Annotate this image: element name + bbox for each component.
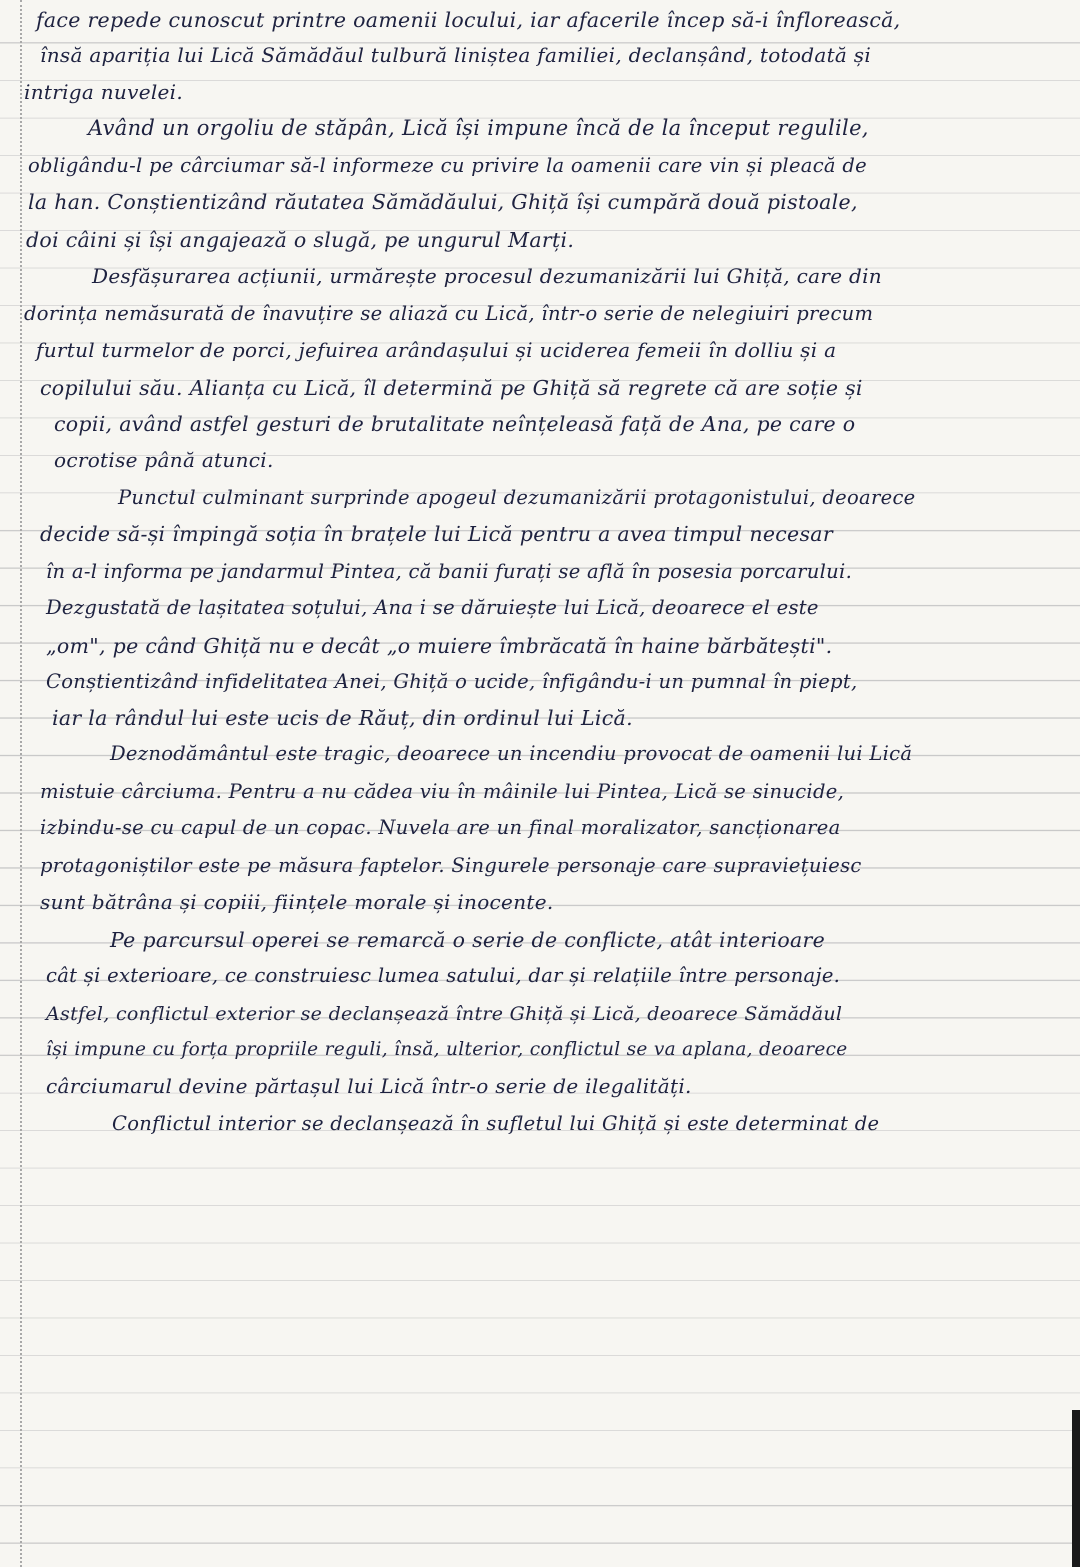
text-line: însă apariția lui Lică Sămădăul tulbură liniștea familiei, declanșând, totodată și xyxy=(40,43,872,67)
text-line: Având un orgoliu de stăpân, Lică își impune încă de la început regulile, xyxy=(88,116,869,140)
text-line: protagoniștilor este pe măsura faptelor. Singurele personaje care supraviețuiesc xyxy=(40,854,862,877)
text-line: cât și exterioare, ce construiesc lumea satului, dar și relațiile între personaje. xyxy=(46,964,841,987)
text-line: sunt bătrâna și copiii, ființele morale și inocente. xyxy=(40,890,554,914)
text-line: iar la rândul lui este ucis de Răuț, din ordinul lui Lică. xyxy=(52,706,633,730)
text-line: Pe parcursul operei se remarcă o serie de conflicte, atât interioare xyxy=(110,928,826,952)
text-line: Conștientizând infidelitatea Anei, Ghiță o ucide, înfigându-i un pumnal în piept, xyxy=(46,670,858,693)
margin-line xyxy=(20,0,22,1567)
text-line: își impune cu forța propriile reguli, însă, ulterior, conflictul se va aplana, deoarece xyxy=(46,1039,848,1060)
text-line: Punctul culminant surprinde apogeul dezumanizării protagonistului, deoarece xyxy=(118,486,916,509)
page-edge-shadow xyxy=(1072,1410,1080,1567)
text-line: Dezgustată de lașitatea soțului, Ana i se dăruiește lui Lică, deoarece el este xyxy=(46,596,819,619)
text-line: Desfășurarea acțiunii, urmărește procesul dezumanizării lui Ghiță, care din xyxy=(92,264,882,288)
text-line: ocrotise până atunci. xyxy=(54,448,274,472)
text-line: mistuie cârciuma. Pentru a nu cădea viu în mâinile lui Pintea, Lică se sinucide, xyxy=(40,780,845,803)
text-line: copilului său. Alianța cu Lică, îl determină pe Ghiță să regrete că are soție și xyxy=(40,376,863,400)
text-line: cârciumarul devine părtașul lui Lică într-o serie de ilegalități. xyxy=(46,1074,692,1098)
text-line: Deznodământul este tragic, deoarece un incendiu provocat de oamenii lui Lică xyxy=(110,742,913,765)
text-line: furtul turmelor de porci, jefuirea arândașului și uciderea femeii în dolliu și a xyxy=(36,338,837,362)
text-line: face repede cunoscut printre oamenii locului, iar afacerile încep să-i înflorească, xyxy=(36,8,901,32)
text-line: dorința nemăsurată de înavuțire se aliază cu Lică, într-o serie de nelegiuiri precum xyxy=(24,302,874,325)
text-line: în a-l informa pe jandarmul Pintea, că banii furați se află în posesia porcarului. xyxy=(46,560,853,583)
text-line: doi câini și își angajează o slugă, pe ungurul Marți. xyxy=(26,228,575,252)
text-line: la han. Conștientizând răutatea Sămădăului, Ghiță își cumpără două pistoale, xyxy=(28,190,858,214)
text-line: „om", pe când Ghiță nu e decât „o muiere îmbrăcată în haine bărbătești". xyxy=(46,634,833,658)
text-line: copii, având astfel gesturi de brutalitate neînțeleasă față de Ana, pe care o xyxy=(54,412,856,436)
text-line: decide să-și împingă soția în brațele lui Lică pentru a avea timpul necesar xyxy=(40,522,833,546)
text-line: Conflictul interior se declanșează în sufletul lui Ghiță și este determinat de xyxy=(112,1112,880,1135)
text-line: Astfel, conflictul exterior se declanșează între Ghiță și Lică, deoarece Sămădăul xyxy=(46,1003,843,1025)
text-line: intriga nuvelei. xyxy=(24,80,184,104)
text-line: izbindu-se cu capul de un copac. Nuvela are un final moralizator, sancționarea xyxy=(40,816,841,839)
text-line: obligându-l pe cârciumar să-l informeze cu privire la oamenii care vin și pleacă de xyxy=(28,154,867,177)
